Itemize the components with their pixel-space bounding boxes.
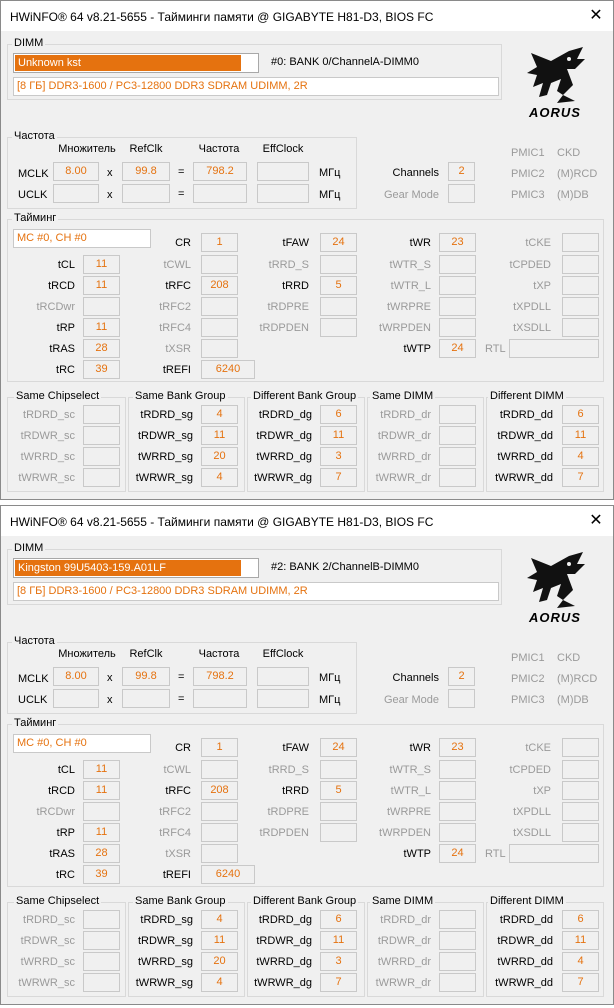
trdwr-dg-label: tRDWR_dg xyxy=(256,430,312,442)
tcke-value xyxy=(562,233,599,252)
twrwr-sc-value xyxy=(83,468,120,487)
trdrd-dr-value xyxy=(439,910,476,929)
twrpre-label: tWRPRE xyxy=(387,806,431,818)
effclock-header: EffClock xyxy=(262,648,304,660)
twrrd-dg-value: 3 xyxy=(320,447,357,466)
multiplier-header: Множитель xyxy=(58,143,116,155)
trdwr-dr-value xyxy=(439,931,476,950)
twrwr-dd-value: 7 xyxy=(562,973,599,992)
pmic3-label: PMIC3 xyxy=(511,189,545,201)
trdpden-label: tRDPDEN xyxy=(259,322,309,334)
tcl-value: 11 xyxy=(83,760,120,779)
rtl-label: RTL xyxy=(485,848,506,860)
txpdll-value xyxy=(562,802,599,821)
timings-window-1 xyxy=(0,0,614,500)
cr-label: CR xyxy=(175,742,191,754)
pmic1-value: CKD xyxy=(557,147,581,159)
trdwr-dr-value xyxy=(439,426,476,445)
rtl-value xyxy=(509,844,599,863)
tfaw-value: 24 xyxy=(320,738,357,757)
trdrd-dg-value: 6 xyxy=(320,910,357,929)
mclk-unit: МГц xyxy=(319,672,341,684)
uclk-unit: МГц xyxy=(319,694,341,706)
trfc4-label: tRFC4 xyxy=(159,322,191,334)
pmic1-label: PMIC1 xyxy=(511,147,545,159)
trcd-label: tRCD xyxy=(48,280,75,292)
trdrd-sg-label: tRDRD_sg xyxy=(140,914,193,926)
trc-value: 39 xyxy=(83,865,120,884)
mclk-multiplier: 8.00 xyxy=(53,162,99,181)
uclk-multiplier xyxy=(53,184,99,203)
twrwr-dr-label: tWRWR_dr xyxy=(375,472,431,484)
tcl-value: 11 xyxy=(83,255,120,274)
trefi-value: 6240 xyxy=(201,865,255,884)
txsr-value xyxy=(201,844,238,863)
trrd-label: tRRD xyxy=(282,785,309,797)
txpdll-label: tXPDLL xyxy=(513,301,551,313)
trdrd-dg-value: 6 xyxy=(320,405,357,424)
txp-value xyxy=(562,276,599,295)
trdrd-sc-value xyxy=(83,910,120,929)
trfc-value: 208 xyxy=(201,276,238,295)
dimm-description: [8 ГБ] DDR3-1600 / PC3-12800 DDR3 SDRAM UDIMM, 2R xyxy=(13,582,499,601)
tcpded-label: tCPDED xyxy=(509,764,551,776)
trc-value: 39 xyxy=(83,360,120,379)
trp-value: 11 xyxy=(83,823,120,842)
twrpre-value xyxy=(439,297,476,316)
twtr-l-label: tWTR_L xyxy=(390,280,431,292)
aorus-logo xyxy=(517,45,593,123)
trcd-value: 11 xyxy=(83,276,120,295)
twtr-s-label: tWTR_S xyxy=(389,259,431,271)
mclk-effclock xyxy=(257,162,309,181)
trfc-label: tRFC xyxy=(165,280,191,292)
cr-value: 1 xyxy=(201,738,238,757)
trc-label: tRC xyxy=(56,364,75,376)
module-select[interactable] xyxy=(13,53,259,73)
different-bank-group-title: Different Bank Group xyxy=(253,390,357,402)
equals-sign: = xyxy=(178,166,185,178)
txsdll-value xyxy=(562,318,599,337)
channels-label: Channels xyxy=(392,167,439,179)
close-button[interactable]: ✕ xyxy=(589,512,603,529)
tcwl-value xyxy=(201,255,238,274)
close-button[interactable]: ✕ xyxy=(589,7,603,24)
timing-group-title: Тайминг xyxy=(14,717,57,729)
twtr-l-label: tWTR_L xyxy=(390,785,431,797)
trfc2-value xyxy=(201,297,238,316)
twr-value: 23 xyxy=(439,738,476,757)
different-dimm-title: Different DIMM xyxy=(490,895,564,907)
pmic2-label: PMIC2 xyxy=(511,673,545,685)
twrrd-dd-value: 4 xyxy=(562,952,599,971)
trdwr-sg-value: 11 xyxy=(201,931,238,950)
twtp-value: 24 xyxy=(439,844,476,863)
twrwr-dr-label: tWRWR_dr xyxy=(375,977,431,989)
trrd-s-label: tRRD_S xyxy=(268,259,309,271)
tcwl-value xyxy=(201,760,238,779)
mclk-frequency: 798.2 xyxy=(193,667,247,686)
channels-value: 2 xyxy=(448,667,475,686)
trdwr-dd-value: 11 xyxy=(562,426,599,445)
twtr-s-label: tWTR_S xyxy=(389,764,431,776)
rtl-label: RTL xyxy=(485,343,506,355)
tcke-label: tCKE xyxy=(525,237,551,249)
trdpre-value xyxy=(320,297,357,316)
tfaw-label: tFAW xyxy=(282,742,309,754)
twrrd-sg-value: 20 xyxy=(201,952,238,971)
pmic3-label: PMIC3 xyxy=(511,694,545,706)
mclk-refclk: 99.8 xyxy=(122,667,170,686)
trdrd-dd-value: 6 xyxy=(562,405,599,424)
frequency-group-title: Частота xyxy=(14,130,55,142)
trcdwr-label: tRCDwr xyxy=(36,806,75,818)
tfaw-label: tFAW xyxy=(282,237,309,249)
twr-label: tWR xyxy=(409,742,431,754)
module-select-value: Unknown kst xyxy=(15,55,241,71)
tras-value: 28 xyxy=(83,339,120,358)
txsr-value xyxy=(201,339,238,358)
twrwr-dd-label: tWRWR_dd xyxy=(495,977,553,989)
trdpre-value xyxy=(320,802,357,821)
twtr-s-value xyxy=(439,255,476,274)
uclk-refclk xyxy=(122,689,170,708)
trdrd-dr-value xyxy=(439,405,476,424)
trdrd-dg-label: tRDRD_dg xyxy=(258,409,312,421)
trdwr-sg-label: tRDWR_sg xyxy=(137,935,193,947)
trdwr-dd-label: tRDWR_dd xyxy=(497,935,553,947)
trdrd-dg-label: tRDRD_dg xyxy=(258,914,312,926)
trfc4-value xyxy=(201,823,238,842)
trfc4-label: tRFC4 xyxy=(159,827,191,839)
mclk-frequency: 798.2 xyxy=(193,162,247,181)
twrrd-dr-label: tWRRD_dr xyxy=(377,451,431,463)
same-bank-group-title: Same Bank Group xyxy=(135,895,226,907)
trdpre-label: tRDPRE xyxy=(267,301,309,313)
twrwr-dg-label: tWRWR_dg xyxy=(254,472,312,484)
trrd-value: 5 xyxy=(320,781,357,800)
twrwr-sc-value xyxy=(83,973,120,992)
twrrd-sc-label: tWRRD_sc xyxy=(20,956,75,968)
trp-label: tRP xyxy=(56,827,75,839)
timing-group-title: Тайминг xyxy=(14,212,57,224)
window-title: HWiNFO® 64 v8.21-5655 - Тайминги памяти @ GIGABYTE H81-D3, BIOS FC xyxy=(10,515,434,529)
trcdwr-value xyxy=(83,802,120,821)
twrpre-value xyxy=(439,802,476,821)
trrd-label: tRRD xyxy=(282,280,309,292)
twrwr-sc-label: tWRWR_sc xyxy=(18,977,75,989)
tcke-value xyxy=(562,738,599,757)
trfc2-label: tRFC2 xyxy=(159,301,191,313)
uclk-frequency xyxy=(193,184,247,203)
trfc4-value xyxy=(201,318,238,337)
twr-value: 23 xyxy=(439,233,476,252)
twrwr-sg-value: 4 xyxy=(201,973,238,992)
twtp-label: tWTP xyxy=(403,848,431,860)
gear-mode-label: Gear Mode xyxy=(383,694,439,706)
twrwr-sg-value: 4 xyxy=(201,468,238,487)
channels-label: Channels xyxy=(392,672,439,684)
twtr-l-value xyxy=(439,781,476,800)
trdwr-sc-value xyxy=(83,931,120,950)
trcdwr-value xyxy=(83,297,120,316)
pmic1-value: CKD xyxy=(557,652,581,664)
trdwr-sc-value xyxy=(83,426,120,445)
title-bar[interactable] xyxy=(1,506,613,536)
trdwr-dd-value: 11 xyxy=(562,931,599,950)
times-sign: x xyxy=(107,672,113,684)
different-dimm-title: Different DIMM xyxy=(490,390,564,402)
tcwl-label: tCWL xyxy=(163,764,191,776)
trdpden-label: tRDPDEN xyxy=(259,827,309,839)
twrwr-dr-value xyxy=(439,468,476,487)
mclk-multiplier: 8.00 xyxy=(53,667,99,686)
uclk-unit: МГц xyxy=(319,189,341,201)
same-chipselect-title: Same Chipselect xyxy=(16,895,100,907)
channels-value: 2 xyxy=(448,162,475,181)
trcd-value: 11 xyxy=(83,781,120,800)
pmic3-value: (M)DB xyxy=(557,694,589,706)
trfc-label: tRFC xyxy=(165,785,191,797)
trrd-s-value xyxy=(320,255,357,274)
tcpded-value xyxy=(562,760,599,779)
cr-label: CR xyxy=(175,237,191,249)
txpdll-label: tXPDLL xyxy=(513,806,551,818)
twrrd-sg-label: tWRRD_sg xyxy=(137,451,193,463)
trdwr-dg-value: 11 xyxy=(320,931,357,950)
mclk-label: MCLK xyxy=(18,673,49,685)
trefi-value: 6240 xyxy=(201,360,255,379)
tras-value: 28 xyxy=(83,844,120,863)
equals-sign: = xyxy=(178,693,185,705)
twrrd-dr-label: tWRRD_dr xyxy=(377,956,431,968)
timings-window-2 xyxy=(0,505,614,1005)
twrpden-value xyxy=(439,318,476,337)
trdwr-sc-label: tRDWR_sc xyxy=(20,935,75,947)
txsr-label: tXSR xyxy=(165,343,191,355)
twtr-l-value xyxy=(439,276,476,295)
refclk-header: RefClk xyxy=(129,648,163,660)
trp-value: 11 xyxy=(83,318,120,337)
equals-sign: = xyxy=(178,671,185,683)
dimm-group-title: DIMM xyxy=(14,542,44,554)
trdwr-sg-value: 11 xyxy=(201,426,238,445)
trdrd-sg-value: 4 xyxy=(201,405,238,424)
txp-label: tXP xyxy=(533,280,551,292)
twrwr-dd-value: 7 xyxy=(562,468,599,487)
trdrd-dd-value: 6 xyxy=(562,910,599,929)
twrwr-dg-label: tWRWR_dg xyxy=(254,977,312,989)
pmic2-value: (M)RCD xyxy=(557,168,598,180)
trdrd-dd-label: tRDRD_dd xyxy=(499,914,553,926)
controller-select[interactable]: MC #0, CH #0 xyxy=(13,229,151,248)
twrpden-label: tWRPDEN xyxy=(379,322,431,334)
twrwr-dg-value: 7 xyxy=(320,468,357,487)
pmic1-label: PMIC1 xyxy=(511,652,545,664)
twrrd-dd-value: 4 xyxy=(562,447,599,466)
times-sign: x xyxy=(107,167,113,179)
mclk-refclk: 99.8 xyxy=(122,162,170,181)
trdwr-dr-label: tRDWR_dr xyxy=(377,430,431,442)
uclk-label: UCLK xyxy=(18,694,48,706)
trdrd-dr-label: tRDRD_dr xyxy=(380,914,431,926)
pmic2-label: PMIC2 xyxy=(511,168,545,180)
trdrd-dr-label: tRDRD_dr xyxy=(380,409,431,421)
gear-mode-value xyxy=(448,689,475,708)
tcpded-value xyxy=(562,255,599,274)
twrwr-dg-value: 7 xyxy=(320,973,357,992)
twrwr-sg-label: tWRWR_sg xyxy=(135,977,193,989)
controller-select[interactable]: MC #0, CH #0 xyxy=(13,734,151,753)
tras-label: tRAS xyxy=(49,343,75,355)
trdrd-sg-label: tRDRD_sg xyxy=(140,409,193,421)
trdpre-label: tRDPRE xyxy=(267,806,309,818)
twtp-label: tWTP xyxy=(403,343,431,355)
trdrd-dd-label: tRDRD_dd xyxy=(499,409,553,421)
dimm-description: [8 ГБ] DDR3-1600 / PC3-12800 DDR3 SDRAM UDIMM, 2R xyxy=(13,77,499,96)
trdrd-sc-label: tRDRD_sc xyxy=(23,914,75,926)
effclock-header: EffClock xyxy=(262,143,304,155)
txsdll-label: tXSDLL xyxy=(513,827,551,839)
twrpden-label: tWRPDEN xyxy=(379,827,431,839)
aorus-logo xyxy=(517,550,593,628)
trdwr-dg-label: tRDWR_dg xyxy=(256,935,312,947)
twrrd-dr-value xyxy=(439,952,476,971)
twr-label: tWR xyxy=(409,237,431,249)
dimm-group-title: DIMM xyxy=(14,37,44,49)
trdwr-sc-label: tRDWR_sc xyxy=(20,430,75,442)
trdpden-value xyxy=(320,823,357,842)
frequency-group-title: Частота xyxy=(14,635,55,647)
tcl-label: tCL xyxy=(57,764,75,776)
trfc-value: 208 xyxy=(201,781,238,800)
txp-value xyxy=(562,781,599,800)
trfc2-label: tRFC2 xyxy=(159,806,191,818)
mclk-label: MCLK xyxy=(18,168,49,180)
trrd-s-value xyxy=(320,760,357,779)
trdwr-dd-label: tRDWR_dd xyxy=(497,430,553,442)
mclk-unit: МГц xyxy=(319,167,341,179)
aorus-logo-text: AORUS xyxy=(529,610,581,625)
twrrd-dg-value: 3 xyxy=(320,952,357,971)
twrpden-value xyxy=(439,823,476,842)
uclk-effclock xyxy=(257,184,309,203)
twrwr-sg-label: tWRWR_sg xyxy=(135,472,193,484)
twrrd-sg-label: tWRRD_sg xyxy=(137,956,193,968)
trcd-label: tRCD xyxy=(48,785,75,797)
times-sign: x xyxy=(107,694,113,706)
trdrd-sc-label: tRDRD_sc xyxy=(23,409,75,421)
twtp-value: 24 xyxy=(439,339,476,358)
trp-label: tRP xyxy=(56,322,75,334)
refclk-header: RefClk xyxy=(129,143,163,155)
trdwr-dr-label: tRDWR_dr xyxy=(377,935,431,947)
txpdll-value xyxy=(562,297,599,316)
trdwr-sg-label: tRDWR_sg xyxy=(137,430,193,442)
txp-label: tXP xyxy=(533,785,551,797)
uclk-multiplier xyxy=(53,689,99,708)
trrd-s-label: tRRD_S xyxy=(268,764,309,776)
equals-sign: = xyxy=(178,188,185,200)
twrwr-dd-label: tWRWR_dd xyxy=(495,472,553,484)
twrrd-sc-value xyxy=(83,952,120,971)
uclk-refclk xyxy=(122,184,170,203)
uclk-frequency xyxy=(193,689,247,708)
uclk-effclock xyxy=(257,689,309,708)
twrrd-dg-label: tWRRD_dg xyxy=(256,451,312,463)
twrrd-dr-value xyxy=(439,447,476,466)
same-chipselect-title: Same Chipselect xyxy=(16,390,100,402)
cr-value: 1 xyxy=(201,233,238,252)
dimm-slot: #0: BANK 0/ChannelA-DIMM0 xyxy=(271,56,419,68)
tcpded-label: tCPDED xyxy=(509,259,551,271)
mclk-effclock xyxy=(257,667,309,686)
same-dimm-title: Same DIMM xyxy=(372,390,434,402)
trefi-label: tREFI xyxy=(162,364,191,376)
multiplier-header: Множитель xyxy=(58,648,116,660)
times-sign: x xyxy=(107,189,113,201)
twrrd-sc-value xyxy=(83,447,120,466)
trefi-label: tREFI xyxy=(162,869,191,881)
twrrd-dd-label: tWRRD_dd xyxy=(497,451,553,463)
tcl-label: tCL xyxy=(57,259,75,271)
gear-mode-label: Gear Mode xyxy=(383,189,439,201)
pmic2-value: (M)RCD xyxy=(557,673,598,685)
frequency-header: Частота xyxy=(198,143,240,155)
twrwr-sc-label: tWRWR_sc xyxy=(18,472,75,484)
txsr-label: tXSR xyxy=(165,848,191,860)
txsdll-label: tXSDLL xyxy=(513,322,551,334)
frequency-header: Частота xyxy=(198,648,240,660)
dimm-slot: #2: BANK 2/ChannelB-DIMM0 xyxy=(271,561,419,573)
different-bank-group-title: Different Bank Group xyxy=(253,895,357,907)
twrrd-sc-label: tWRRD_sc xyxy=(20,451,75,463)
twrrd-dg-label: tWRRD_dg xyxy=(256,956,312,968)
tcke-label: tCKE xyxy=(525,742,551,754)
trdrd-sg-value: 4 xyxy=(201,910,238,929)
txsdll-value xyxy=(562,823,599,842)
twrwr-dr-value xyxy=(439,973,476,992)
trdrd-sc-value xyxy=(83,405,120,424)
trc-label: tRC xyxy=(56,869,75,881)
twrrd-dd-label: tWRRD_dd xyxy=(497,956,553,968)
trdwr-dg-value: 11 xyxy=(320,426,357,445)
tcwl-label: tCWL xyxy=(163,259,191,271)
title-bar[interactable] xyxy=(1,1,613,31)
twrrd-sg-value: 20 xyxy=(201,447,238,466)
same-bank-group-title: Same Bank Group xyxy=(135,390,226,402)
trcdwr-label: tRCDwr xyxy=(36,301,75,313)
gear-mode-value xyxy=(448,184,475,203)
trfc2-value xyxy=(201,802,238,821)
twtr-s-value xyxy=(439,760,476,779)
rtl-value xyxy=(509,339,599,358)
aorus-logo-text: AORUS xyxy=(529,105,581,120)
pmic3-value: (M)DB xyxy=(557,189,589,201)
same-dimm-title: Same DIMM xyxy=(372,895,434,907)
uclk-label: UCLK xyxy=(18,189,48,201)
tfaw-value: 24 xyxy=(320,233,357,252)
trrd-value: 5 xyxy=(320,276,357,295)
module-select-value: Kingston 99U5403-159.A01LF xyxy=(15,560,241,576)
trdpden-value xyxy=(320,318,357,337)
twrpre-label: tWRPRE xyxy=(387,301,431,313)
window-title: HWiNFO® 64 v8.21-5655 - Тайминги памяти @ GIGABYTE H81-D3, BIOS FC xyxy=(10,10,434,24)
tras-label: tRAS xyxy=(49,848,75,860)
module-select[interactable] xyxy=(13,558,259,578)
